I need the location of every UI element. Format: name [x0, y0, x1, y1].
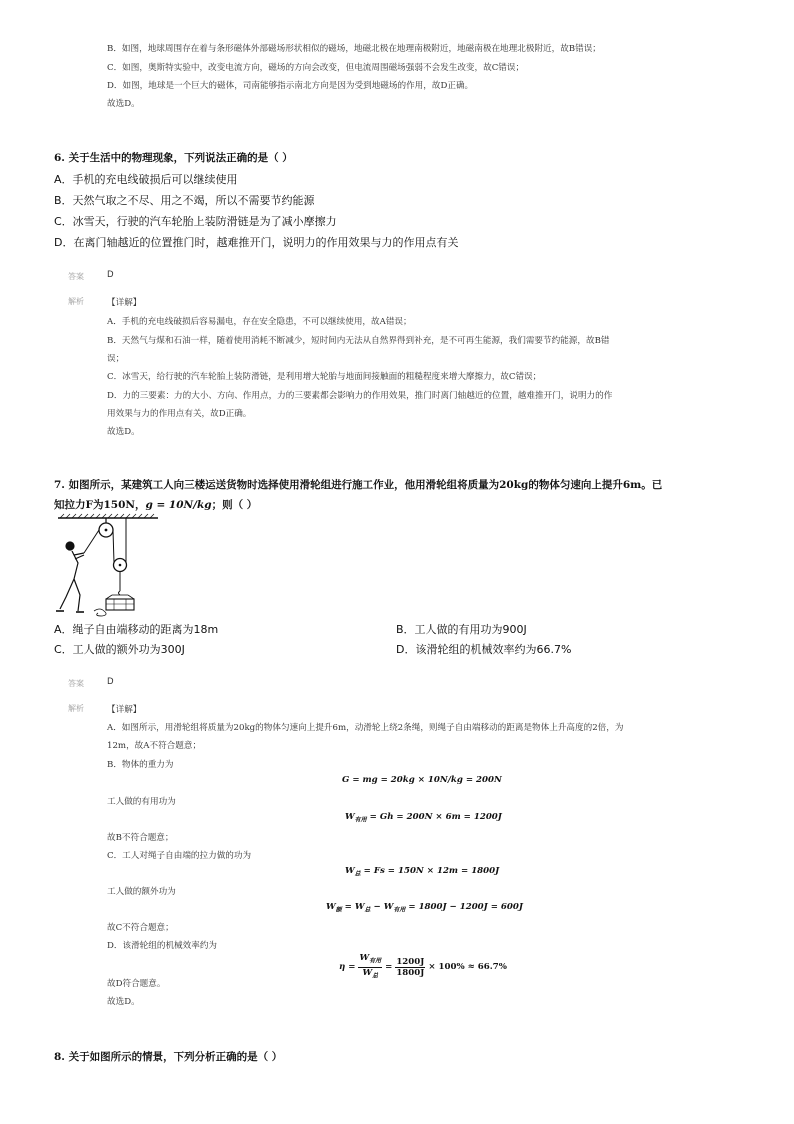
q7-stem-line1: 7. 如图所示，某建筑工人向三楼运送货物时选择使用滑轮组进行施工作业，他用滑轮组将质量为20kg的物体匀速向上提升6m。已 [54, 479, 663, 491]
q7-stem-line2 [54, 497, 257, 512]
q7-option-c: C．工人做的额外功为300J [54, 643, 185, 656]
equation-gravity: G = mg = 20kg × 10N/kg = 200N [342, 775, 502, 785]
q6-option-a: A．手机的充电线破损后可以继续使用 [54, 173, 238, 186]
rope-segment [113, 530, 114, 563]
prev-explanation-b: B．如图，地球周围存在着与条形磁体外部磁场形状相似的磁场，地磁北极在地理南极附近，地磁南极在地理北极附近，故B错误； [107, 44, 601, 54]
crate [106, 599, 134, 610]
prev-conclusion: 故选D。 [107, 99, 140, 109]
pulling-rope [84, 530, 99, 553]
q7-stem-g: g = 10N/kg [145, 499, 212, 511]
q6-explanation-line: C．冰雪天，给行驶的汽车轮胎上装防滑链，是利用增大轮胎与地面间接触面的粗糙程度来增大摩擦力，故C错误； [107, 372, 542, 382]
equation-w-symbol: W [345, 812, 355, 822]
equation-extra-work: $W_额 = W_总 - W_{有用} = 1800J - 1200J = 600J$ [326, 902, 523, 914]
q6-answer: D [107, 270, 114, 280]
q6-option-d: D．在离门轴越近的位置推门时，越难推开门，说明力的作用效果与力的作用点有关 [54, 236, 459, 249]
q7-analysis-label: 解析 [68, 704, 84, 713]
q6-conclusion: 故选D。 [107, 427, 140, 437]
q7-explanation-b: B．物体的重力为 [107, 760, 174, 770]
q6-explanation-line: B．天然气与煤和石油一样，随着使用消耗不断减少，短时间内无法从自然界得到补充，是不可再生能源，我们需要节约能源，故B错 [107, 336, 610, 346]
q7-detail-header: 【详解】 [107, 705, 142, 715]
equation-useful-work [345, 812, 502, 824]
fraction-denominator: 1800J [396, 967, 425, 978]
equation-rhs: = Fs = 150N × 12m = 1800J [360, 866, 500, 876]
q6-analysis-label: 解析 [68, 297, 84, 306]
equation-w-symbol: W [345, 866, 355, 876]
q7-conclusion: 故选D。 [107, 997, 140, 1007]
efficiency-result: × 100% ≈ 66.7% [428, 962, 507, 972]
prev-explanation-d: D．如图，地球是一个巨大的磁体，司南能够指示南北方向是因为受到地磁场的作用，故D正确。 [107, 81, 474, 91]
q6-stem: 6. 关于生活中的物理现象，下列说法正确的是（ ） [54, 152, 293, 164]
equation-total-work [345, 866, 499, 878]
fraction-work: $W_{有用}$ $W_总$ [359, 952, 382, 980]
q6-option-c: C．冰雪天，行驶的汽车轮胎上装防滑链是为了减小摩擦力 [54, 215, 337, 228]
q6-explanation-line: 用效果与力的作用点有关，故D正确。 [107, 409, 252, 419]
q6-detail-header: 【详解】 [107, 298, 142, 308]
q7-explanation-c: C．工人对绳子自由端的拉力做的功为 [107, 851, 252, 861]
q7-explanation-d: D．该滑轮组的机械效率约为 [107, 941, 218, 951]
q7-explanation-d-end: 故D符合题意。 [107, 979, 166, 989]
q7-stem-force: 知拉力F为150N， [54, 499, 146, 511]
worker [56, 542, 84, 612]
fraction-values [395, 957, 425, 978]
q7-option-d: D．该滑轮组的机械效率约为66.7% [396, 643, 572, 656]
q6-explanation-line: A．手机的充电线破损后容易漏电，存在安全隐患，不可以继续使用，故A错误； [107, 317, 412, 327]
q7-explanation-c-end: 故C不符合题意； [107, 923, 174, 933]
eta-symbol: η = [339, 962, 356, 972]
q7-answer: D [107, 677, 114, 687]
q7-explanation-b-end: 故B不符合题意； [107, 833, 174, 843]
q7-stem-tail: ；则（ ） [211, 499, 258, 511]
q6-answer-label: 答案 [68, 272, 84, 281]
fraction-numerator: 1200J [396, 956, 425, 967]
equation-subscript: 有用 [369, 957, 382, 965]
rope-coil [94, 609, 106, 616]
q7-option-b: B．工人做的有用功为900J [396, 623, 527, 636]
prev-explanation-c: C．如图，奥斯特实验中，改变电流方向，磁场的方向会改变，但电流周围磁场强弱不会发生改变，故C错误； [107, 63, 525, 73]
q7-explanation-a: A．如图所示，用滑轮组将质量为20kg的物体匀速向上提升6m，动滑轮上绕2条绳，则绳子自由端移动的距离是物体上升高度的2倍，为 [107, 723, 624, 733]
q7-extra-work-text: 工人做的额外功为 [107, 887, 176, 897]
equation-subscript: 有用 [393, 906, 406, 914]
q7-answer-label: 答案 [68, 679, 84, 688]
q6-explanation-line: D．力的三要素：力的大小、方向、作用点，力的三要素都会影响力的作用效果，推门时离门轴越近的位置，越难推开门，说明力的作 [107, 391, 613, 401]
equation-subscript: 总 [364, 906, 371, 914]
equation-subscript: 额 [335, 906, 342, 914]
q6-explanation-line: 误； [107, 354, 125, 364]
q7-option-a: A．绳子自由端移动的距离为18m [54, 623, 219, 636]
q7-explanation-a-cont: 12m，故A不符合题意； [107, 741, 202, 751]
q8-stem: 8. 关于如图所示的情景，下列分析正确的是（ ） [54, 1051, 283, 1063]
equation-efficiency: η = $W_{有用}$ $W_总$ = $\frac{1200J}{1800J}$ × 100% ≈ 66.7% [339, 952, 507, 980]
equation-rhs: = 1800J − 1200J = 600J [405, 902, 523, 912]
equation-subscript: 有用 [354, 816, 367, 824]
pulley-figure [54, 513, 164, 617]
equation-subscript: 总 [354, 870, 361, 878]
q7-useful-work-text: 工人做的有用功为 [107, 797, 176, 807]
equation-subscript: 总 [372, 972, 379, 980]
q6-option-b: B．天然气取之不尽、用之不竭，所以不需要节约能源 [54, 194, 315, 207]
equation-rhs: = Gh = 200N × 6m = 1200J [366, 812, 502, 822]
